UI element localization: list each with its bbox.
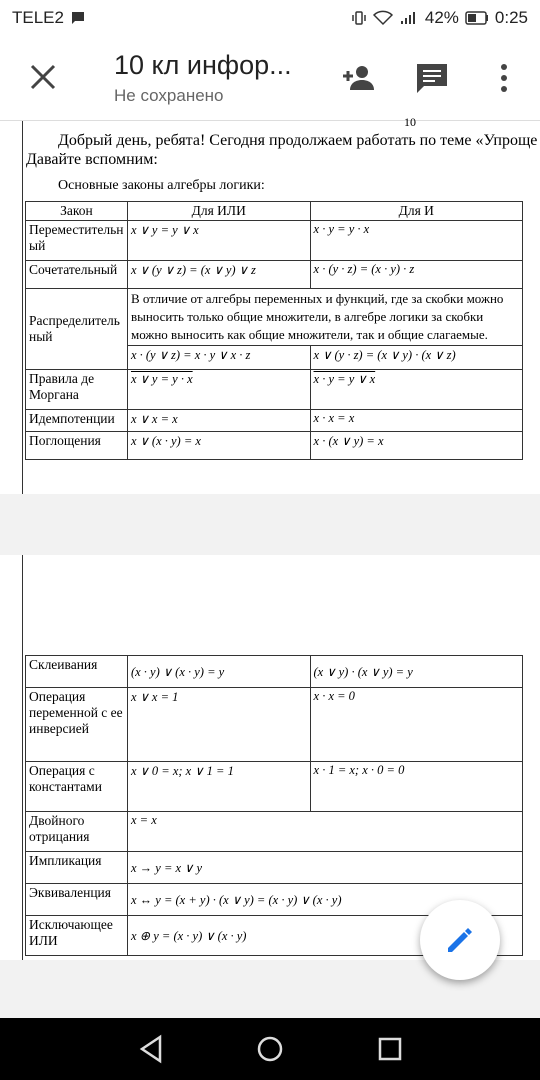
clock: 0:25 — [494, 8, 528, 27]
battery-icon — [465, 11, 489, 25]
table-row: Операция переменной с ее инверсией x ∨ x = 1 x · x = 0 — [26, 688, 523, 762]
carrier-name: TELE2 — [12, 8, 64, 27]
table-row: Склеивания (x · y) ∨ (x · y) = y (x ∨ y) · (x ∨ y) = y — [26, 656, 523, 688]
wifi-icon — [373, 10, 393, 26]
edit-pencil-icon — [444, 924, 476, 956]
status-bar — [0, 0, 540, 36]
navigation-bar — [0, 1018, 540, 1080]
table-row: Распределительный В отличие от алгебры переменных и функций, где за скобки можно выносить только общие множители, в алгебре логики за скобки можно выносить как общие множители, так и общие слагаемые. — [26, 289, 523, 346]
app-bar — [0, 36, 540, 121]
vibrate-icon — [351, 10, 367, 26]
close-icon[interactable] — [26, 60, 60, 94]
table-row: Исключающее ИЛИ x ⊕ y = (x · y) ∨ (x · y) — [26, 916, 523, 956]
more-vert-icon[interactable] — [486, 60, 522, 96]
battery-percent: 42% — [424, 8, 459, 27]
table-row: Поглощения x ∨ (x · y) = x x · (x ∨ y) = x — [26, 432, 523, 460]
intro-text: Добрый день, ребята! Сегодня продолжаем работать по теме «Упроще Давайте вспомним: — [26, 132, 538, 168]
table-header: Закон Для ИЛИ Для И — [26, 202, 523, 221]
left-border — [22, 555, 23, 960]
table-row: x · (y ∨ z) = x · y ∨ x · z x ∨ (y · z) = (x ∨ y) · (x ∨ z) — [26, 346, 523, 370]
table-row: Импликация x → y = x ∨ y — [26, 852, 523, 884]
left-border — [22, 121, 23, 494]
table-row: Двойного отрицания x = x — [26, 812, 523, 852]
save-status: Не сохранено — [114, 86, 224, 105]
recent-apps-icon[interactable] — [375, 1034, 405, 1064]
laws-table — [25, 201, 523, 460]
edit-button[interactable] — [420, 900, 500, 980]
document-title[interactable]: 10 кл инфор... — [114, 50, 292, 80]
page-number: 10 — [404, 115, 416, 129]
table-row: Правила де Моргана x ∨ y = y · x x · y = y ∨ x — [26, 370, 523, 410]
back-icon[interactable] — [136, 1034, 166, 1064]
table-row: Идемпотенции x ∨ x = x x · x = x — [26, 410, 523, 432]
document-page — [0, 115, 540, 494]
table-row: Переместительный x ∨ y = y ∨ x x · y = y · x — [26, 221, 523, 261]
table-row: Операция с константами x ∨ 0 = x; x ∨ 1 = 1 x · 1 = x; x · 0 = 0 — [26, 762, 523, 812]
table-row: Эквиваленция x ↔ y = (x + y) · (x ∨ y) = (x · y) ∨ (x · y) — [26, 884, 523, 916]
home-icon[interactable] — [255, 1034, 285, 1064]
comment-icon[interactable] — [414, 60, 450, 96]
add-person-icon[interactable] — [340, 60, 376, 96]
laws-title: Основные законы алгебры логики: — [58, 178, 265, 193]
signal-icon — [399, 10, 419, 26]
message-icon — [70, 10, 86, 26]
table-row: Сочетательный x ∨ (y ∨ z) = (x ∨ y) ∨ z x · (y · z) = (x · y) · z — [26, 261, 523, 289]
